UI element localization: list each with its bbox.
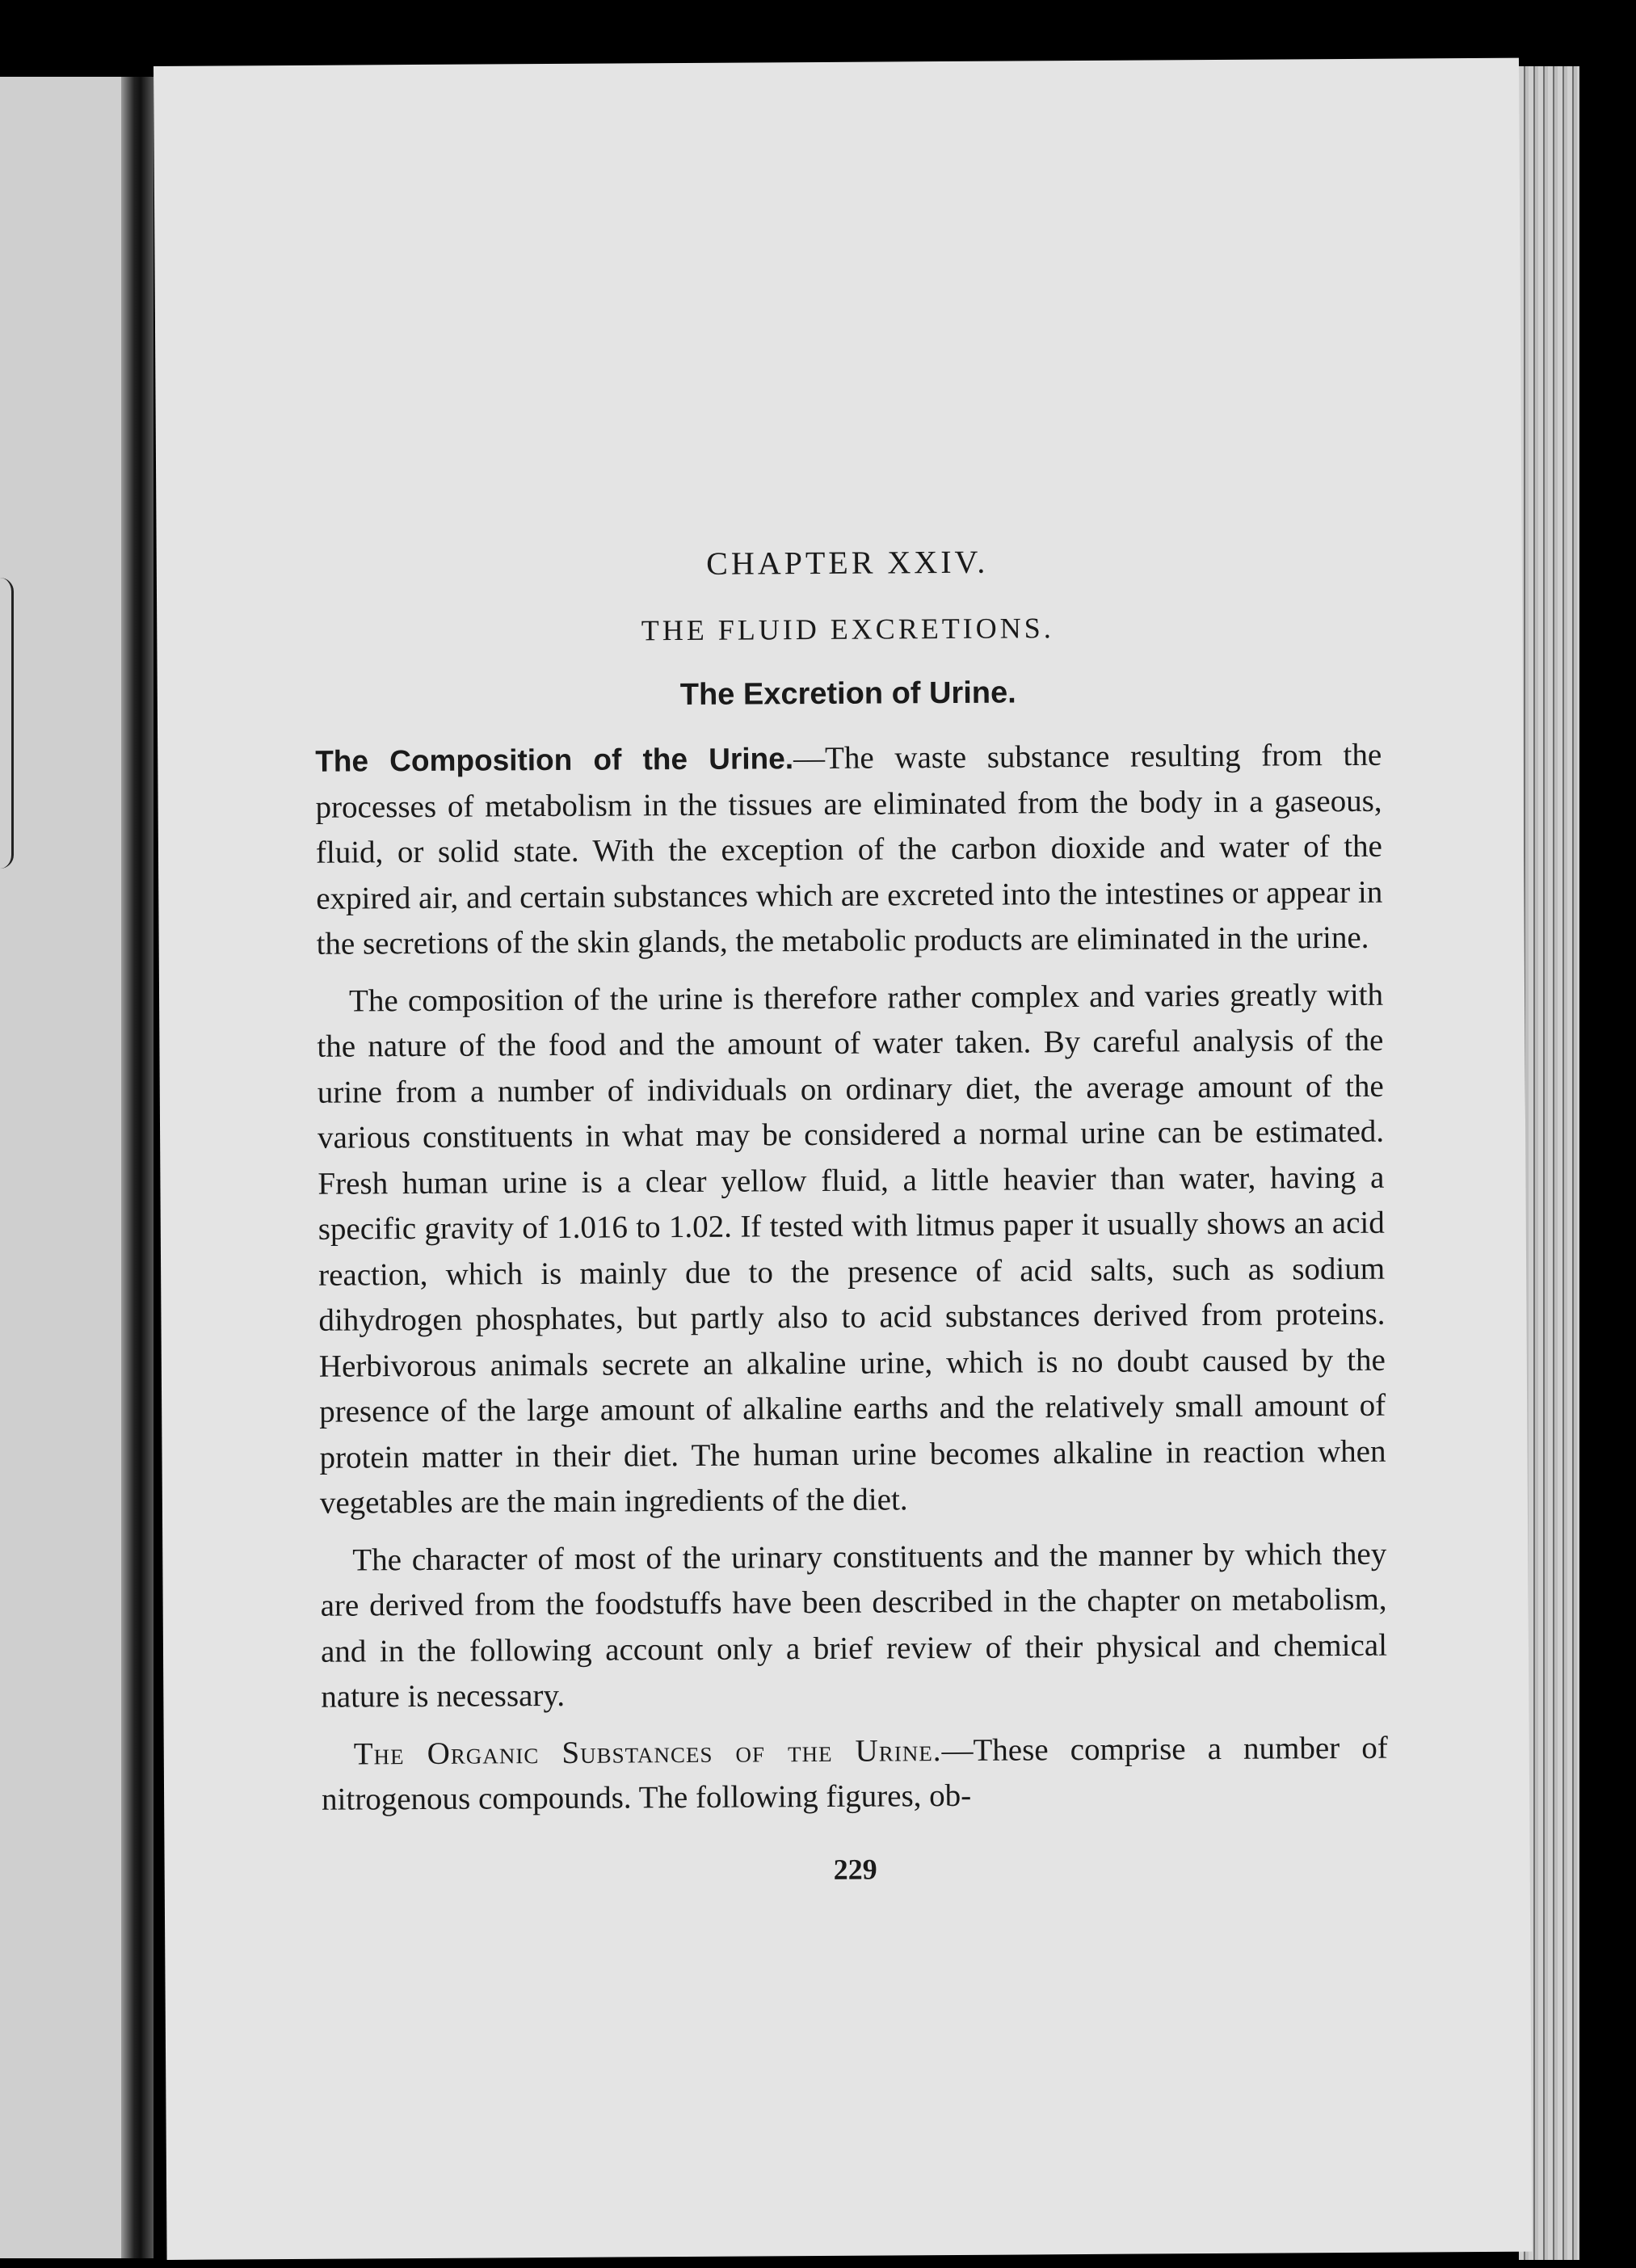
paragraph-text: The character of most of the urinary constituents and the manner by which they are derived from the foodstuffs have been described in the chapter on metabolism, and in the following account only a brief review of their physical and chemical nature is necessary. <box>320 1536 1388 1715</box>
runin-heading: The Composition of the Urine. <box>315 742 794 778</box>
book-page <box>154 58 1533 2260</box>
page-number: 229 <box>833 1853 877 1886</box>
page-content <box>313 463 1389 1890</box>
paragraph-properties <box>317 972 1386 1526</box>
chapter-title: THE FLUID EXCRETIONS. <box>641 612 1054 647</box>
paragraph-text: —These comprise a number of nitrogenous compounds. The following figures, ob- <box>321 1730 1388 1817</box>
book-gutter <box>121 77 154 2258</box>
paragraph-text: —The waste substance resulting from the processes of metabolism in the tissues are eliminated from the body in a gaseous, fluid, or solid state. With the exception of the carbon dioxide and water of the expired air, and certain substances which are excreted into the intestines or appear in the secretions of the skin glands, the metabolic products are eliminated in the urine. <box>315 737 1383 961</box>
paragraph-composition <box>315 733 1383 968</box>
chapter-heading: CHAPTER XXIV. <box>706 543 989 582</box>
facing-page <box>0 77 121 2258</box>
paragraph-organic-substances <box>322 1725 1389 1823</box>
section-heading: The Excretion of Urine. <box>679 675 1016 713</box>
paragraph-constituents <box>320 1531 1387 1720</box>
paragraph-text: The composition of the urine is therefore rather complex and varies greatly with the nature of the food and the amount of water taken. By careful analysis of the urine from a number of individuals on ordinary diet, the average amount of the various constituents in what may be considered a normal urine can be estimated. Fresh human urine is a clear yellow fluid, a little heavier than water, having a specific gravity of 1.016 to 1.02. If tested with litmus paper it usually shows an acid reaction, which is mainly due to the presence of acid salts, such as sodium dihydrogen phosphates, but partly also to acid substances derived from proteins. Herbivorous animals secrete an alkaline urine, which is no doubt caused by the presence of the large amount of alkaline earths and the relatively small amount of protein matter in their diet. The human urine becomes alkaline in reaction when vegetables are the main ingredients of the diet. <box>317 977 1386 1521</box>
facing-page-mark <box>0 578 14 869</box>
runin-heading-smallcaps: The Organic Substances of the Urine. <box>353 1732 942 1772</box>
